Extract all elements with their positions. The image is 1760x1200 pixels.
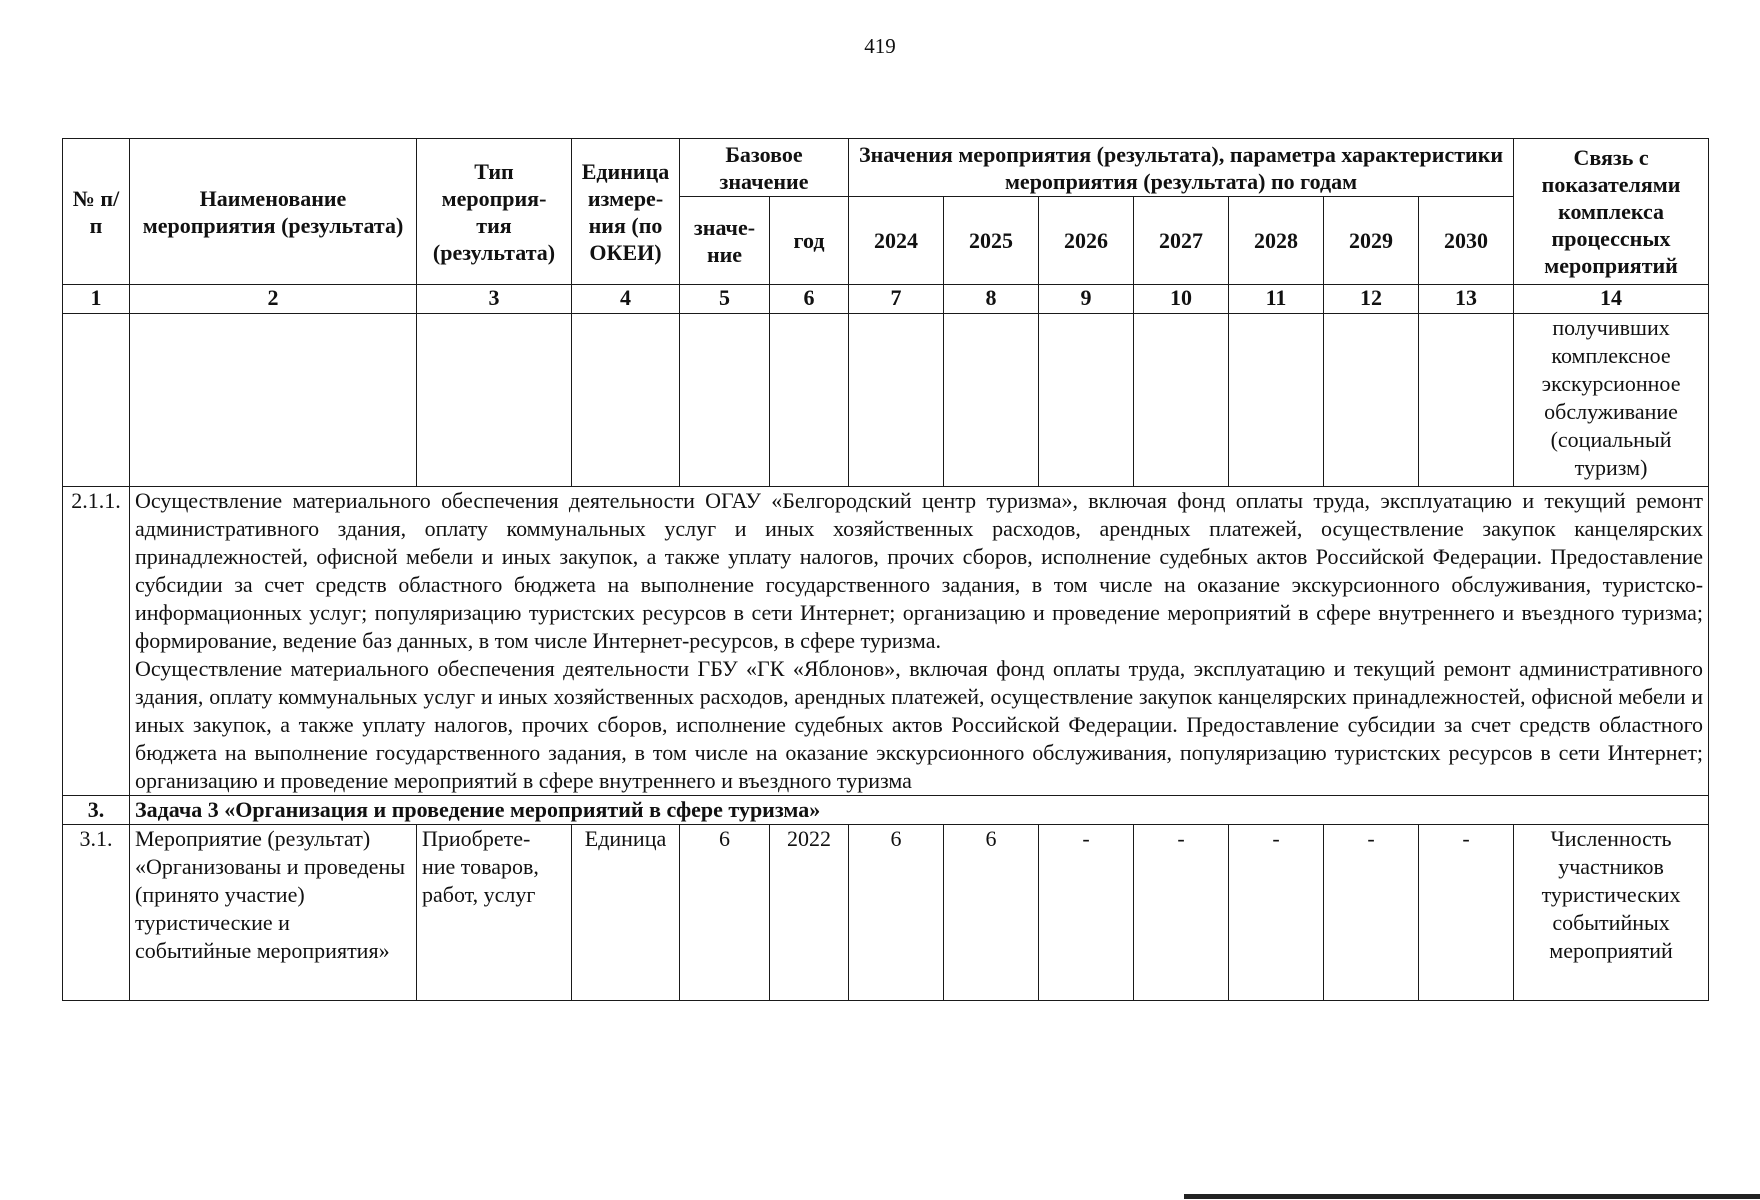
column-number: 5 [680, 285, 770, 314]
row-number: 2.1.1. [63, 487, 130, 796]
row-3-1 [63, 825, 1709, 1001]
column-number: 6 [770, 285, 849, 314]
continuation-row [63, 314, 1709, 487]
column-number: 8 [944, 285, 1039, 314]
measure-type: Приобрете- ние товаров, работ, услуг [417, 825, 572, 1001]
column-number: 1 [63, 285, 130, 314]
row-2-1-1-description [130, 487, 1709, 796]
header-year: 2030 [1419, 197, 1514, 285]
header-base: Базовое значение [680, 139, 849, 197]
column-number: 7 [849, 285, 944, 314]
row-number: 3. [63, 796, 130, 825]
year-value: - [1229, 825, 1324, 1001]
scan-edge-line [1184, 1194, 1760, 1199]
description-paragraph: Осуществление материального обеспечения деятельности ГБУ «ГК «Яблонов», включая фонд оплаты труда, эксплуатацию и текущий ремонт административного здания, оплату коммунальных услуг и иных хозяйственных расходов, арендных платежей, осуществление закупок канцелярских принадлежностей, офисной мебели и иных закупок, а также уплату налогов, прочих сборов, исполнение судебных актов Российской Федерации. Предоставление субсидии за счет средств областного бюджета на выполнение государственного задания, в том числе на оказание экскурсионного обслуживания, популяризацию туристских ресурсов в сети Интернет; организацию и проведение мероприятий в сфере внутреннего и въездного туризма [135, 656, 1704, 793]
column-number: 9 [1039, 285, 1134, 314]
row-2-1-1 [63, 487, 1709, 796]
column-number: 4 [572, 285, 680, 314]
column-number: 3 [417, 285, 572, 314]
measures-table [62, 138, 1709, 1001]
column-number: 11 [1229, 285, 1324, 314]
header-year: 2029 [1324, 197, 1419, 285]
measure-name: Мероприятие (результат) «Организованы и проведены (принято участие) туристические и событийные мероприятия» [130, 825, 417, 1001]
column-numbers-row [63, 285, 1709, 314]
base-year: 2022 [770, 825, 849, 1001]
page-number: 419 [864, 34, 896, 58]
row-3 [63, 796, 1709, 825]
header-type: Тип мероприя- тия (результата) [417, 139, 572, 285]
header-year: 2025 [944, 197, 1039, 285]
column-number: 13 [1419, 285, 1514, 314]
header-values: Значения мероприятия (результата), параметра характеристики мероприятия (результата) по годам [849, 139, 1514, 197]
header-unit: Единица измере- ния (по ОКЕИ) [572, 139, 680, 285]
measure-unit: Единица [572, 825, 680, 1001]
task-title: Задача 3 «Организация и проведение мероприятий в сфере туризма» [130, 796, 1709, 825]
description-paragraph: Осуществление материального обеспечения деятельности ОГАУ «Белгородский центр туризма», включая фонд оплаты труда, эксплуатацию и текущий ремонт административного здания, оплату коммунальных услуг и иных хозяйственных расходов, арендных платежей, осуществление закупок канцелярских принадлежностей, офисной мебели и иных закупок, а также уплату налогов, прочих сборов, исполнение судебных актов Российской Федерации. Предоставление субсидии за счет средств областного бюджета на выполнение государственного задания, в том числе на оказание экскурсионного обслуживания, туристско-информационных услуг; популяризацию туристских ресурсов в сети Интернет; организацию и проведение мероприятий в сфере внутреннего и въездного туризма; формирование, ведение баз данных, в том числе Интернет-ресурсов, в сфере туризма. [135, 488, 1704, 653]
column-number: 10 [1134, 285, 1229, 314]
header-name: Наименование мероприятия (результата) [130, 139, 417, 285]
year-value: - [1039, 825, 1134, 1001]
measure-link: Численность участников туристических событийных мероприятий [1514, 825, 1709, 1001]
year-value: - [1419, 825, 1514, 1001]
header-year: 2028 [1229, 197, 1324, 285]
column-number: 2 [130, 285, 417, 314]
year-value: 6 [944, 825, 1039, 1001]
continuation-link-text: получивших комплексное экскурсионное обслуживание (социальный туризм) [1514, 314, 1709, 487]
header-base-year: год [770, 197, 849, 285]
year-value: - [1134, 825, 1229, 1001]
column-number: 14 [1514, 285, 1709, 314]
base-value: 6 [680, 825, 770, 1001]
year-value: - [1324, 825, 1419, 1001]
header-year: 2024 [849, 197, 944, 285]
header-number: № п/п [63, 139, 130, 285]
header-base-value: значе- ние [680, 197, 770, 285]
year-value: 6 [849, 825, 944, 1001]
header-year: 2026 [1039, 197, 1134, 285]
header-link: Связь с показателями комплекса процессных мероприятий [1514, 139, 1709, 285]
column-number: 12 [1324, 285, 1419, 314]
header-year: 2027 [1134, 197, 1229, 285]
row-number: 3.1. [63, 825, 130, 1001]
